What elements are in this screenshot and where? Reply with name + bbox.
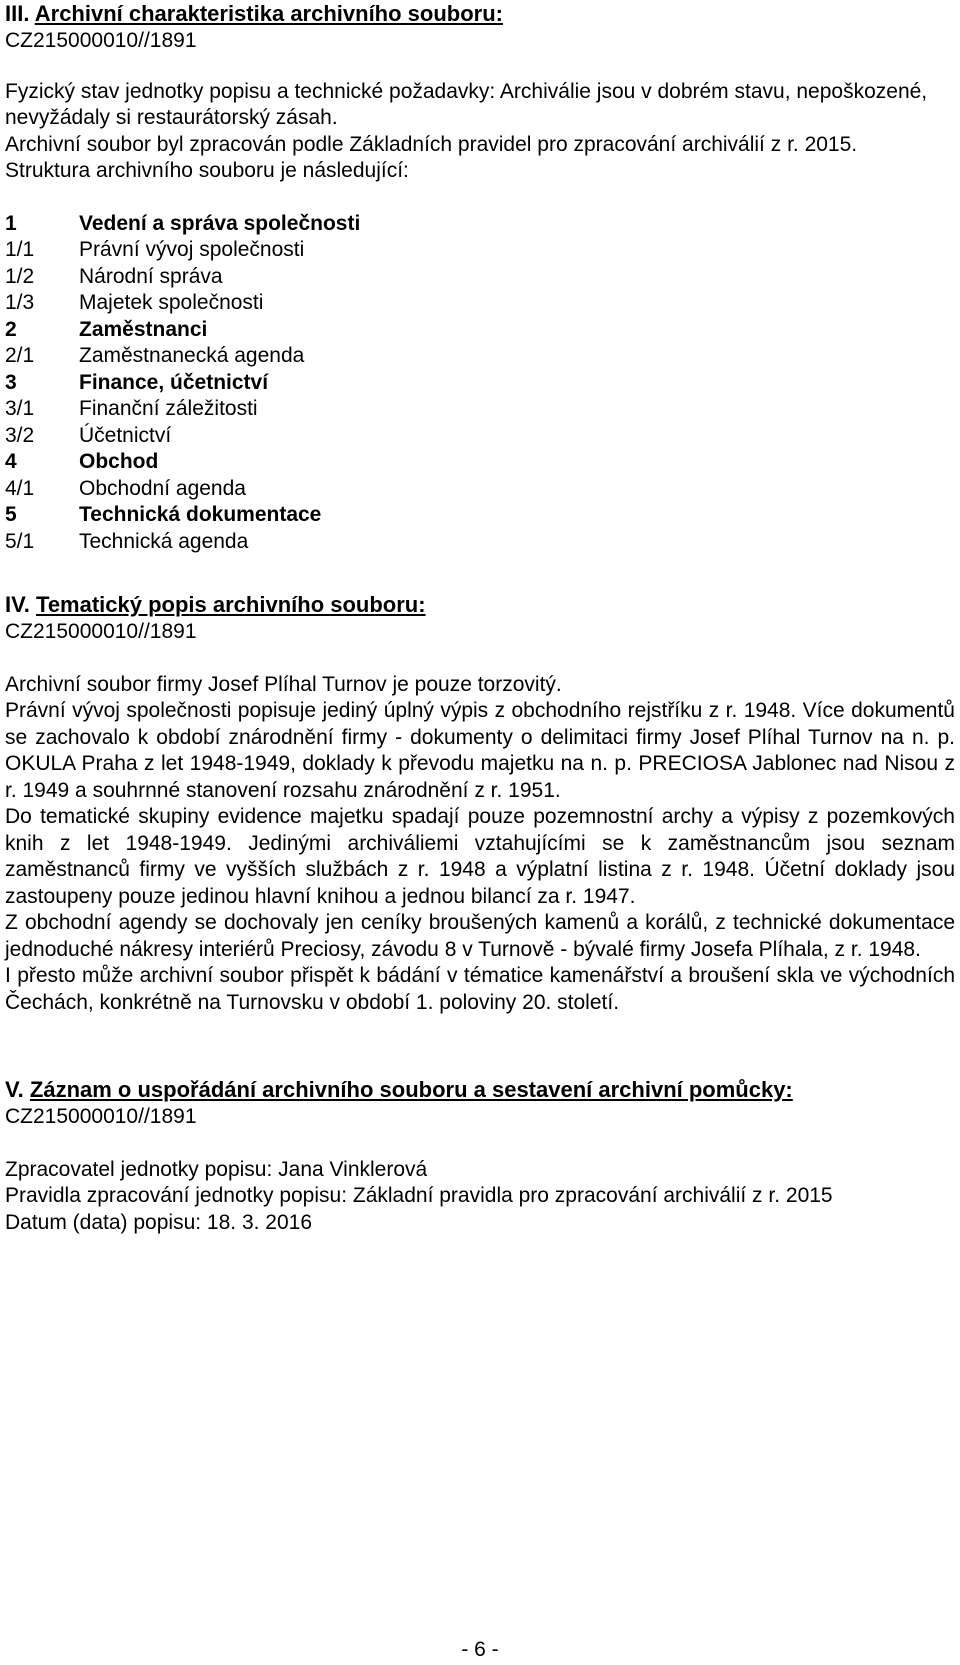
structure-list bbox=[5, 211, 955, 556]
structure-item-number: 1/3 bbox=[5, 291, 35, 314]
structure-item-number: 1/2 bbox=[5, 264, 35, 288]
structure-item-number: 2 bbox=[5, 317, 17, 341]
structure-item-number: 4/1 bbox=[5, 476, 35, 500]
structure-item-label: Technická agenda bbox=[79, 529, 249, 553]
thematic-paragraph-3: Do tematické skupiny evidence majetku spadají pouze pozemnostní archy a výpisy z pozemkových knih z let 1948-1949. Jedinými archiváliemi vztahujícími se k zaměstnancům jsou seznam zaměstnanců firmy ve vyšších službách z r. 1948 a výplatní listina z r. 1948. Účetní doklady jsou zastoupeny pouze jedinou hlavní knihou a jednou bilancí za r. 1947. bbox=[5, 805, 955, 908]
processing-rules-line: Pravidla zpracování jednotky popisu: Základní pravidla pro zpracování archiválií z r. 2015 bbox=[5, 1184, 833, 1207]
structure-item-label: Obchodní agenda bbox=[79, 476, 246, 500]
section-v-heading bbox=[5, 1076, 955, 1104]
structure-item-number: 1/1 bbox=[5, 238, 35, 261]
section-iii-number: III. bbox=[5, 1, 30, 26]
structure-item-label: Zaměstnanci bbox=[79, 317, 208, 341]
section-iv-title: Tematický popis archivního souboru: bbox=[36, 592, 426, 617]
section-iii-title: Archivní charakteristika archivního souboru: bbox=[34, 1, 503, 26]
document-page bbox=[5, 0, 955, 1236]
structure-item bbox=[5, 396, 955, 423]
structure-item-number: 5/1 bbox=[5, 529, 35, 553]
structure-item-label: Majetek společnosti bbox=[79, 291, 264, 314]
thematic-paragraph-5: I přesto může archivní soubor přispět k bádání v tématice kamenářství a broušení skla ve východních Čechách, konkrétně na Turnovsku v období 1. poloviny 20. století. bbox=[5, 964, 955, 1014]
structure-item-number: 3/2 bbox=[5, 423, 35, 447]
section-iv-number: IV. bbox=[5, 592, 30, 617]
thematic-paragraph-4: Z obchodní agendy se dochovaly jen ceníky broušených kamenů a korálů, z technické dokumentace jednoduché nákresy interiérů Preciosy, závodu 8 v Turnově - bývalé firmy Josefa Plíhala, z r. 1948. bbox=[5, 911, 955, 961]
structure-item-number: 4 bbox=[5, 450, 17, 473]
structure-item bbox=[5, 343, 955, 370]
structure-item bbox=[5, 529, 955, 556]
structure-item-label: Účetnictví bbox=[79, 423, 172, 447]
processing-rules-paragraph: Archivní soubor byl zpracován podle Základních pravidel pro zpracování archiválií z r. 2015. bbox=[5, 132, 858, 156]
thematic-paragraph-1: Archivní soubor firmy Josef Plíhal Turnov je pouze torzovitý. bbox=[5, 672, 562, 696]
section-v-code: CZ215000010//1891 bbox=[5, 1105, 197, 1128]
structure-item bbox=[5, 449, 955, 476]
structure-item bbox=[5, 423, 955, 450]
structure-item-label: Právní vývoj společnosti bbox=[79, 238, 305, 261]
structure-item-label: Zaměstnanecká agenda bbox=[79, 344, 305, 367]
structure-item-label: Finanční záležitosti bbox=[79, 397, 258, 420]
structure-item-number: 3 bbox=[5, 370, 17, 394]
section-v-title: Záznam o uspořádání archivního souboru a sestavení archivní pomůcky: bbox=[29, 1077, 793, 1102]
structure-item-label: Obchod bbox=[79, 450, 159, 473]
structure-item-number: 1 bbox=[5, 211, 17, 235]
structure-item-number: 2/1 bbox=[5, 344, 35, 367]
description-date-line: Datum (data) popisu: 18. 3. 2016 bbox=[5, 1210, 313, 1234]
processor-line: Zpracovatel jednotky popisu: Jana Vinklerová bbox=[5, 1157, 428, 1181]
structure-item-label: Finance, účetnictví bbox=[79, 370, 269, 394]
structure-intro: Struktura archivního souboru je následující: bbox=[5, 159, 409, 182]
structure-item bbox=[5, 237, 955, 264]
structure-item bbox=[5, 264, 955, 291]
structure-item bbox=[5, 211, 955, 238]
structure-item-label: Národní správa bbox=[79, 264, 223, 288]
physical-state-paragraph: Fyzický stav jednotky popisu a technické požadavky: Archiválie jsou v dobrém stavu, nepoškozené, nevyžádaly si restaurátorský zásah. bbox=[5, 79, 928, 129]
structure-item bbox=[5, 370, 955, 397]
structure-item-number: 5 bbox=[5, 503, 17, 526]
structure-item bbox=[5, 502, 955, 529]
section-iii-code: CZ215000010//1891 bbox=[5, 29, 197, 52]
structure-item-number: 3/1 bbox=[5, 397, 35, 420]
thematic-paragraph-2: Právní vývoj společnosti popisuje jediný úplný výpis z obchodního rejstříku z r. 1948. Více dokumentů se zachovalo k období znárodnění firmy - dokumenty o delimitaci firmy Josef Plíhal Turnov na n. p. OKULA Praha z let 1948-1949, doklady k převodu majetku na n. p. PRECIOSA Jablonec nad Nisou z r. 1949 a souhrnné stanovení rozsahu znárodnění z r. 1951. bbox=[5, 699, 955, 802]
structure-item bbox=[5, 290, 955, 317]
structure-item-label: Vedení a správa společnosti bbox=[79, 211, 361, 235]
section-v-number: V. bbox=[5, 1077, 24, 1102]
page-number: - 6 - bbox=[461, 1638, 499, 1661]
structure-item-label: Technická dokumentace bbox=[79, 503, 322, 526]
section-iv-heading bbox=[5, 591, 955, 619]
section-iii-heading bbox=[5, 0, 955, 28]
structure-item bbox=[5, 317, 955, 344]
section-iv-code: CZ215000010//1891 bbox=[5, 620, 197, 643]
structure-item bbox=[5, 476, 955, 503]
